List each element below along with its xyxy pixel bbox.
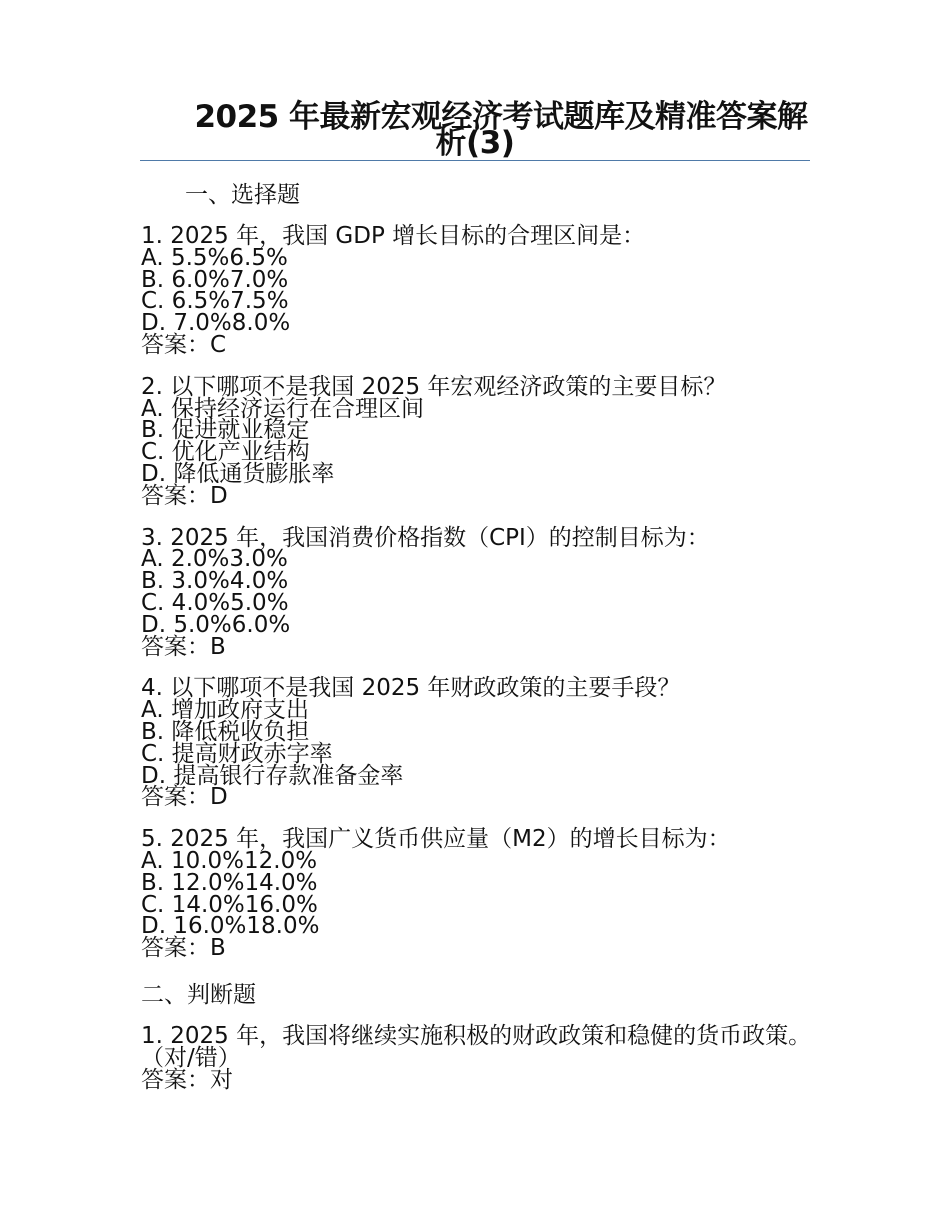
answer-line: 答案：对 — [141, 1066, 233, 1093]
option-c: C. 6.5%7.5% — [141, 288, 289, 315]
answer-line: 答案：B — [141, 633, 226, 660]
judge-question-1 — [141, 1022, 813, 1093]
question-stem: 3. 2025 年，我国消费价格指数（CPI）的控制目标为： — [141, 524, 710, 551]
section-heading-choice: 一、选择题 — [185, 182, 300, 208]
section-heading-judge: 二、判断题 — [141, 981, 256, 1008]
option-c: C. 提高财政赤字率 — [141, 740, 333, 767]
choice-question-3 — [141, 524, 813, 660]
option-b: B. 6.0%7.0% — [141, 266, 289, 293]
choice-question-4 — [141, 675, 813, 811]
option-d: D. 5.0%6.0% — [141, 611, 291, 638]
option-a: A. 5.5%6.5% — [141, 244, 288, 271]
choice-question-2 — [141, 373, 813, 509]
option-b: B. 促进就业稳定 — [141, 417, 310, 444]
document-body — [141, 180, 813, 1111]
option-b: B. 3.0%4.0% — [141, 568, 289, 595]
answer-line: 答案：D — [141, 482, 228, 509]
answer-line: 答案：B — [141, 935, 226, 962]
option-c: C. 4.0%5.0% — [141, 589, 289, 616]
option-d: D. 16.0%18.0% — [141, 913, 320, 940]
option-d: D. 提高银行存款准备金率 — [141, 762, 404, 789]
option-a: A. 增加政府支出 — [141, 697, 309, 724]
option-b: B. 降低税收负担 — [141, 718, 310, 745]
option-a: A. 10.0%12.0% — [141, 847, 318, 874]
page-title: 2025 年最新宏观经济考试题库及精准答案解析(3) — [194, 99, 808, 161]
choice-question-1 — [141, 223, 813, 358]
option-a: A. 2.0%3.0% — [141, 546, 288, 573]
question-stem: 1. 2025 年，我国 GDP 增长目标的合理区间是： — [141, 223, 646, 249]
option-a: A. 保持经济运行在合理区间 — [141, 395, 424, 422]
answer-line: 答案：C — [141, 331, 227, 358]
option-c: C. 14.0%16.0% — [141, 891, 318, 918]
question-stem: 4. 以下哪项不是我国 2025 年财政政策的主要手段？ — [141, 675, 681, 702]
choice-question-5 — [141, 826, 813, 962]
option-b: B. 12.0%14.0% — [141, 869, 318, 896]
question-stem: 1. 2025 年，我国将继续实施积极的财政政策和稳健的货币政策。（对/错） — [141, 1022, 812, 1071]
question-stem: 5. 2025 年，我国广义货币供应量（M2）的增长目标为： — [141, 826, 731, 853]
option-c: C. 优化产业结构 — [141, 439, 310, 466]
answer-line: 答案：D — [141, 784, 228, 811]
title-divider — [140, 160, 810, 161]
option-d: D. 降低通货膨胀率 — [141, 460, 335, 487]
question-stem: 2. 以下哪项不是我国 2025 年宏观经济政策的主要目标？ — [141, 373, 727, 400]
option-d: D. 7.0%8.0% — [141, 310, 291, 337]
